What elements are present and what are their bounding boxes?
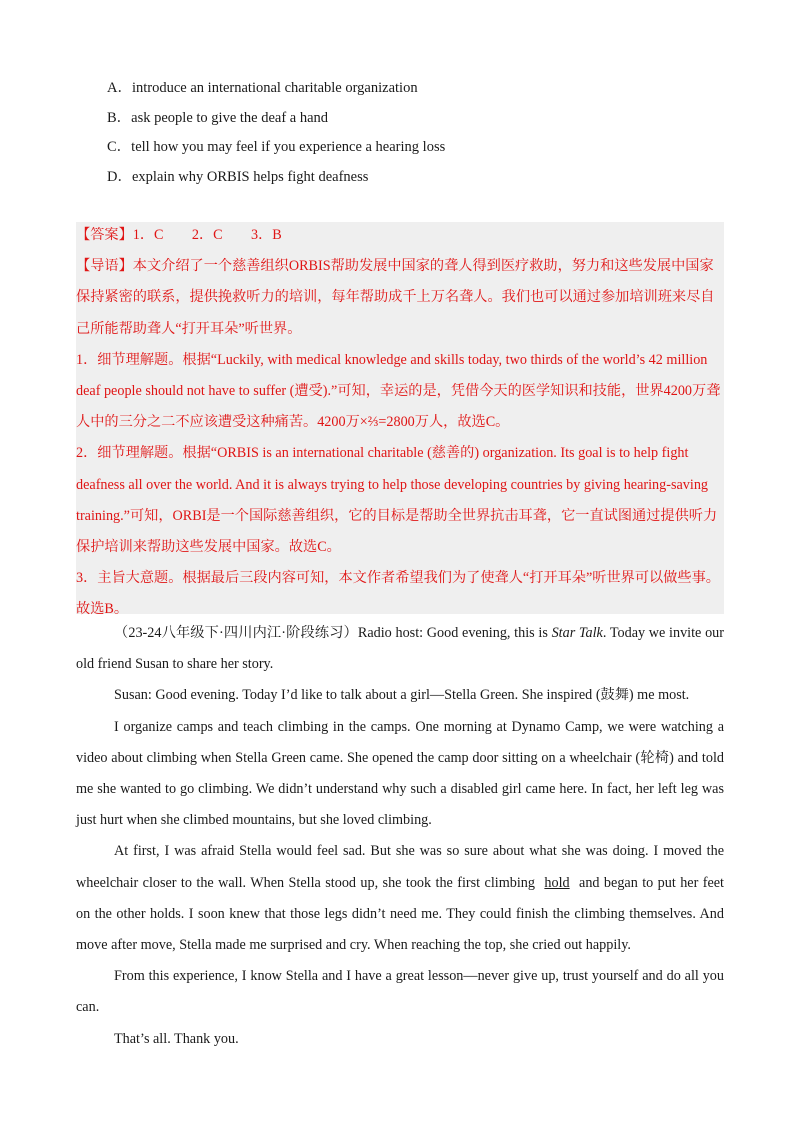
option-b — [107, 104, 727, 134]
passage-intro — [76, 618, 724, 680]
option-letter: B． — [107, 109, 132, 126]
option-letter: A． — [107, 80, 132, 96]
option-text: tell how you may feel if you experience a hearing loss — [131, 139, 446, 156]
intro-text: Radio host: Good evening, this is — [357, 625, 552, 641]
explanation-1: 1．细节理解题。根据“Luckily, with medical knowledge and skills today, two thirds of the world’s 42 million deaf people should not have to suffer (遭受).”可知，幸运的是，凭借今天的医学知识和技能，世界4200万聋人中的三分之二不应该遭受这种痛苦。4200万×⅔=2800万人，故选C。 — [76, 351, 721, 431]
show-name: Star Talk — [551, 625, 603, 641]
option-c — [107, 133, 727, 163]
passage-paragraph: I organize camps and teach climbing in the camps. One morning at Dynamo Camp, we were watching a video about climbing when Stella Green came. She opened the camp door sitting on a wheelchair (轮椅) and told me she wanted to go climbing. We didn’t understand why such a disabled girl came here. In fact, her left leg was just hurt when she climbed mountains, but she loved climbing. — [76, 718, 724, 829]
answer-section — [76, 220, 724, 626]
passage-paragraph: From this experience, I know Stella and I have a great lesson—never give up, trust yourself and do all you can. — [76, 968, 724, 1016]
paragraph-text-end: and began to put her feet on the other holds. I soon knew that those legs didn’t need me. They could finish the climbing themselves. And move after move, Stella made me surprised and cry. When reaching the top, she cried out happily. — [76, 874, 724, 954]
underlined-word: hold — [544, 874, 570, 891]
guide-label: 【导语】 — [76, 258, 133, 275]
answers-line: 【答案】1．C 2．C 3．B — [76, 227, 282, 243]
paragraph-text: At first, I was afraid Stella would feel sad. But she was so sure about what she was doing. I moved the wheelchair closer to the wall. When Stella stood up, she took the first climbing — [76, 843, 724, 891]
explanation-2: 2．细节理解题。根据“ORBIS is an international charitable (慈善的) organization. Its goal is to help fight deafness all over the world. And it is always trying to help those developing countries by giving hearing-saving training.”可知，ORBI是一个国际慈善组织，它的目标是帮助全世界抗击耳聋，它一直试图通过提供听力保护培训来帮助这些发展中国家。故选C。 — [76, 445, 718, 556]
passage-paragraph: Susan: Good evening. Today I’d like to talk about a girl—Stella Green. She inspired (鼓舞) me most. — [114, 687, 690, 704]
option-d — [107, 163, 727, 193]
option-a — [107, 74, 727, 104]
passage-paragraph — [76, 836, 724, 961]
option-letter: C． — [107, 139, 132, 156]
passage-paragraph: That’s all. Thank you. — [114, 1030, 239, 1047]
option-text: explain why ORBIS helps fight deafness — [131, 168, 369, 185]
option-text: ask people to give the deaf a hand — [131, 109, 329, 126]
intro-text-end: . Today we invite our old friend Susan to share her story. — [76, 625, 724, 673]
option-text: introduce an international charitable organization — [131, 80, 418, 96]
option-letter: D． — [107, 168, 132, 185]
source-note: （23-24八年级下·四川内江·阶段练习） — [114, 625, 358, 641]
guide-paragraph — [76, 251, 724, 345]
reading-passage — [76, 618, 724, 1055]
answer-options — [107, 74, 727, 192]
explanation-3: 3．主旨大意题。根据最后三段内容可知，本文作者希望我们为了使聋人“打开耳朵”听世界可以做些事。故选B。 — [76, 570, 720, 618]
guide-text: 本文介绍了一个慈善组织ORBIS帮助发展中国家的聋人得到医疗救助，努力和这些发展中国家保持紧密的联系，提供挽救听力的培训，每年帮助成千上万名聋人。我们也可以通过参加培训班来尽自己所能帮助聋人“打开耳朵”听世界。 — [76, 258, 715, 337]
